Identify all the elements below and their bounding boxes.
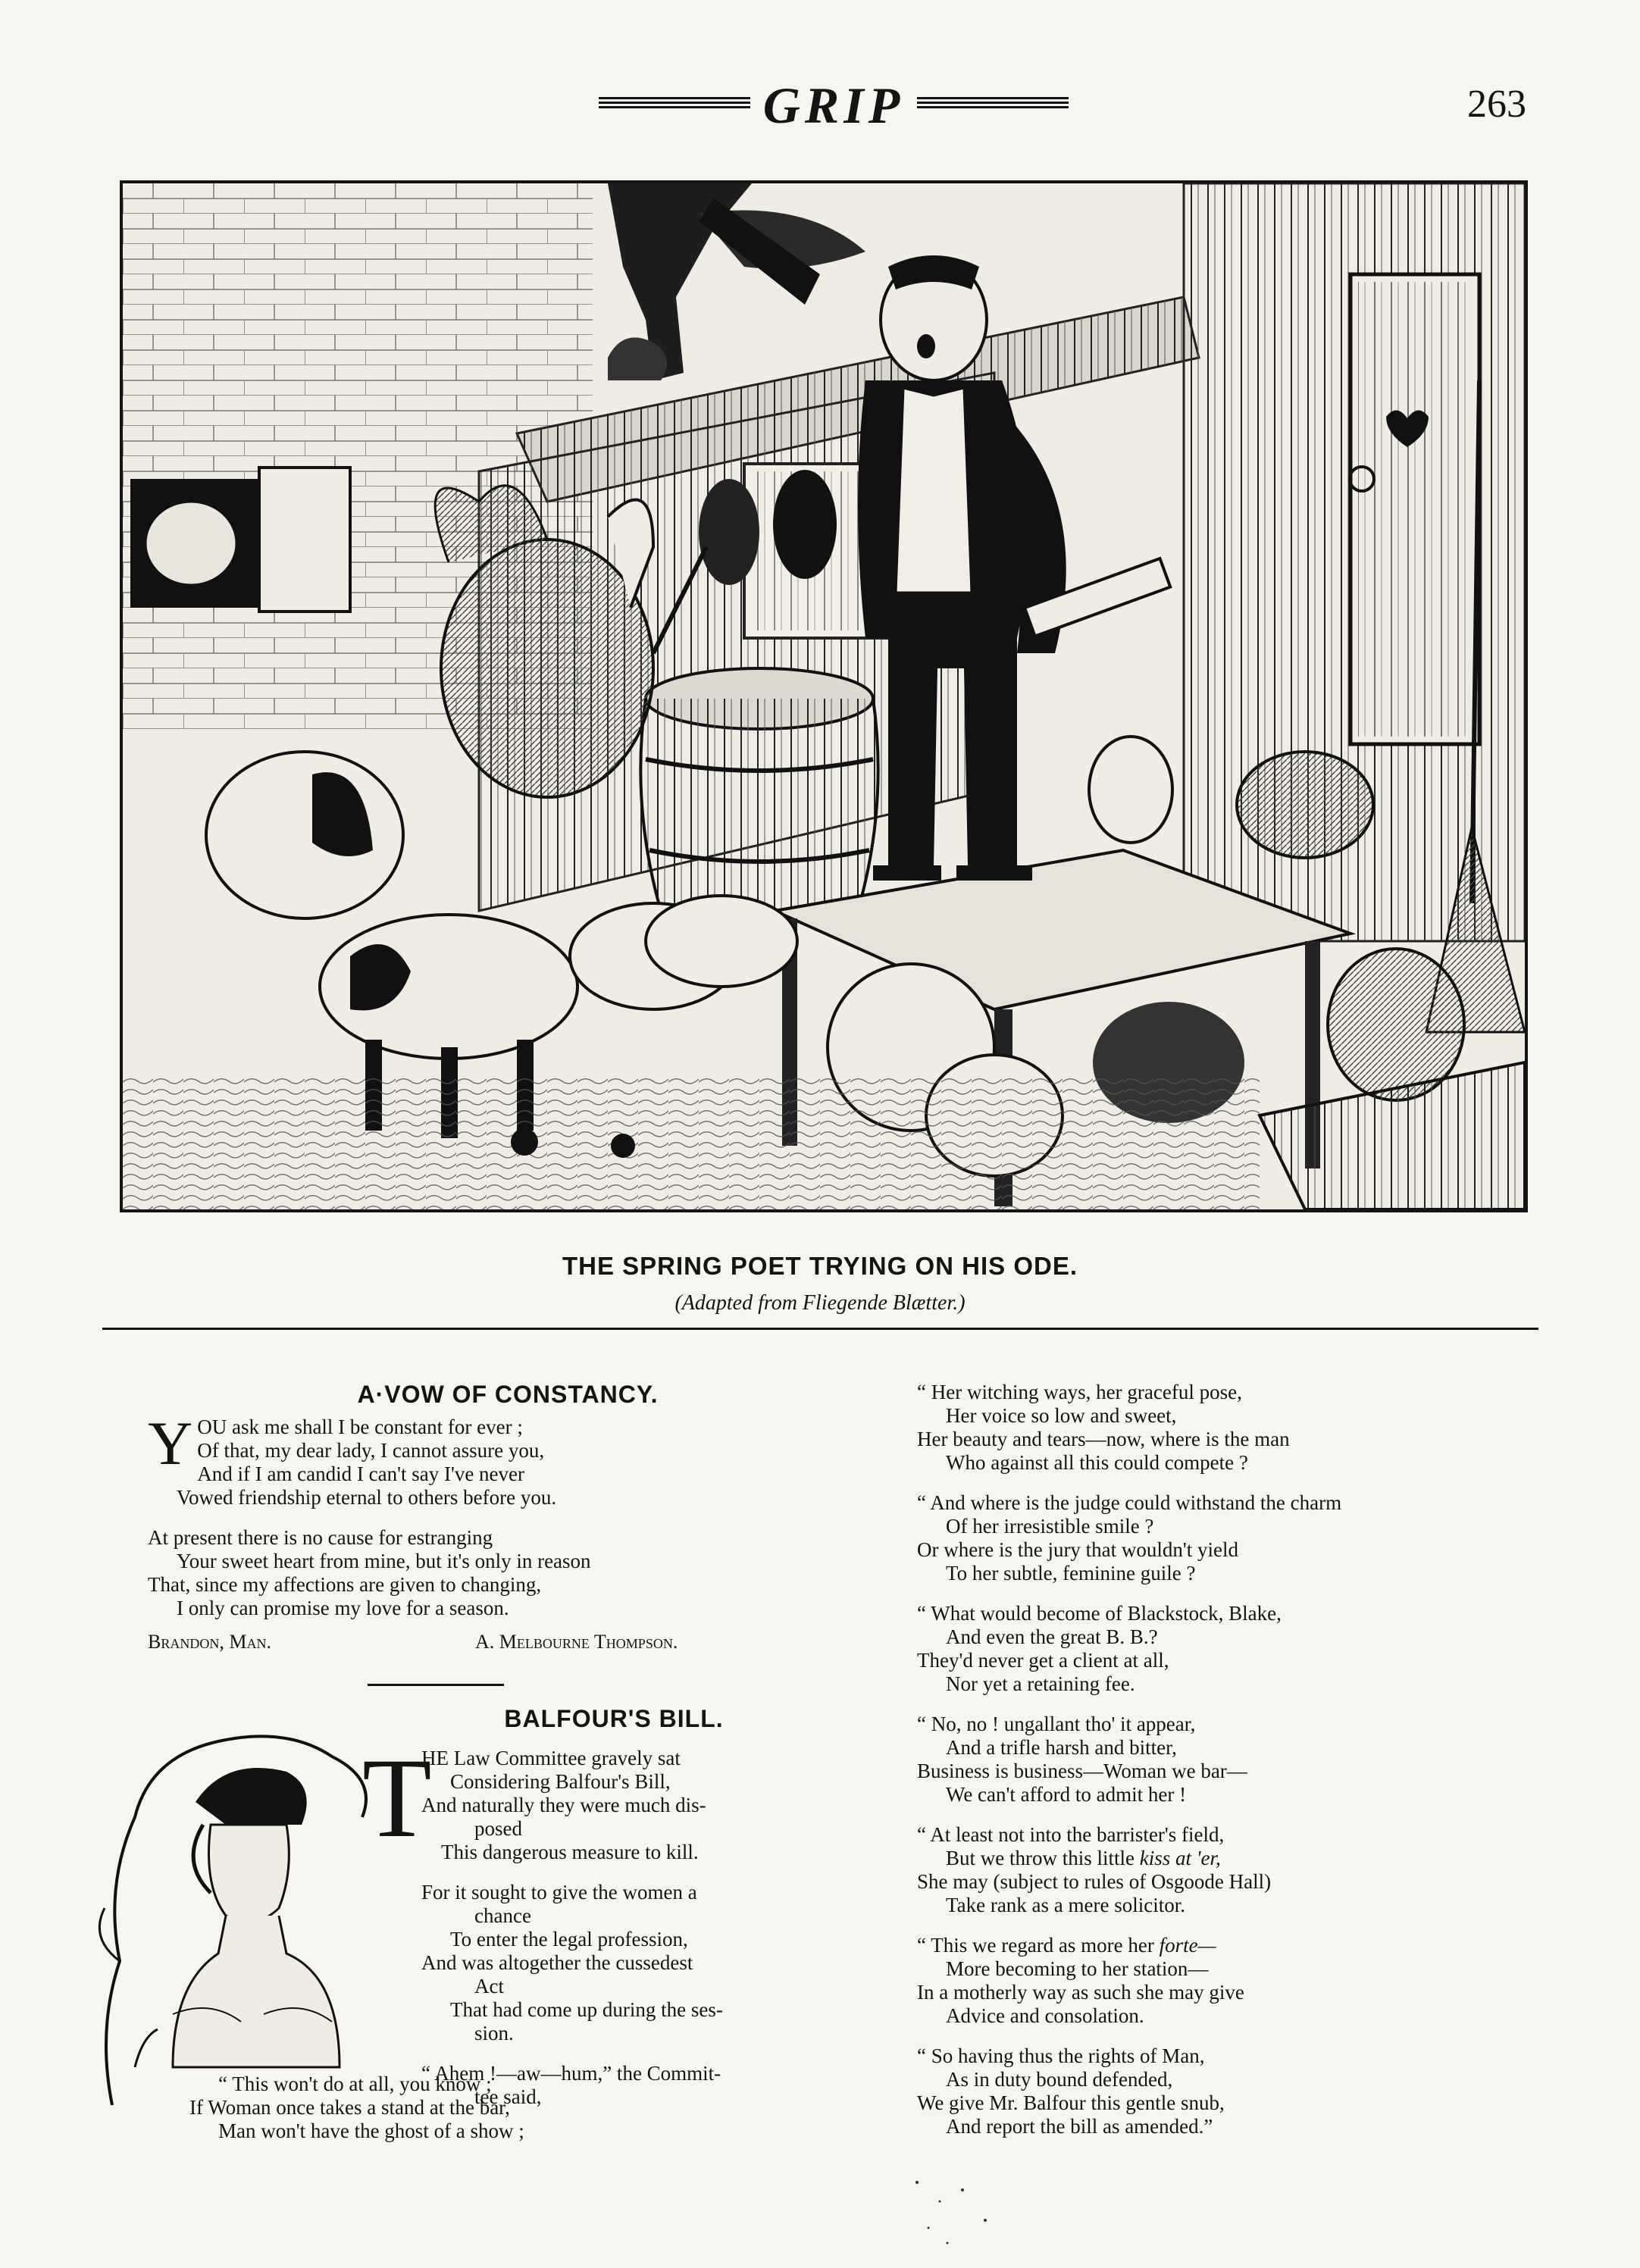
vow-author: A. Melbourne Thompson.: [475, 1631, 678, 1653]
poem-line: Man won't have the ghost of a show ;: [218, 2119, 524, 2142]
poem-line: And even the great B. B.?: [946, 1625, 1158, 1648]
poem-line: Considering Balfour's Bill,: [450, 1770, 671, 1793]
poem-line: “ Her witching ways, her graceful pose,: [917, 1381, 1242, 1403]
poem-line: Of that, my dear lady, I cannot assure you,: [197, 1439, 545, 1462]
poem-line: “ And where is the judge could withstand the charm: [917, 1491, 1342, 1514]
poem-line: At present there is no cause for estranging: [148, 1526, 493, 1549]
poem-line: [917, 1934, 1538, 1957]
poem-line: And was altogether the cussedest: [421, 1951, 693, 1974]
poem-line: As in duty bound defended,: [946, 2068, 1173, 2091]
poem-line: We give Mr. Balfour this gentle snub,: [917, 2091, 1225, 2114]
poem-line: Advice and consolation.: [946, 2004, 1144, 2027]
caption-credit: (Adapted from Fliegende Blætter.): [674, 1291, 966, 1315]
vow-place: Brandon, Man.: [148, 1631, 271, 1653]
poem-line: sion.: [474, 2022, 514, 2044]
poem-line: This dangerous measure to kill.: [441, 1841, 699, 1863]
poem-line: And a trifle harsh and bitter,: [946, 1736, 1177, 1759]
right-stanza-2: [917, 1491, 1538, 1585]
kiss-phrase: kiss at 'er,: [1139, 1847, 1221, 1869]
poem-line: I only can promise my love for a season.: [177, 1597, 509, 1619]
poem-line: Your sweet heart from mine, but it's only in reason: [177, 1550, 591, 1572]
poem-line: We can't afford to admit her !: [946, 1783, 1187, 1806]
balfour-dropcap: T: [362, 1735, 432, 1861]
poem-line: “ What would become of Blackstock, Blake,: [917, 1602, 1282, 1625]
right-stanza-7: [917, 2044, 1538, 2138]
poem-line: “ So having thus the rights of Man,: [917, 2044, 1205, 2067]
poem-line: chance: [474, 1904, 531, 1927]
balfour-heading: BALFOUR'S BILL.: [504, 1705, 724, 1732]
poem-line: And if I am candid I can't say I've never: [197, 1462, 525, 1485]
poem-line: “ Ahem !—aw—hum,” the Commit-: [421, 2062, 721, 2085]
illustration-drawing: [123, 183, 1525, 1209]
poem-line: Nor yet a retaining fee.: [946, 1672, 1135, 1695]
poem-line: “ This won't do at all, you know ;: [218, 2072, 492, 2095]
poem-line: [917, 1847, 1538, 1870]
masthead: [599, 74, 1069, 135]
right-stanza-4: [917, 1713, 1538, 1807]
balfour-stanza-1: [421, 1747, 815, 1864]
right-stanza-1: [917, 1381, 1538, 1475]
poem-line: tee said,: [474, 2085, 542, 2108]
masthead-title: GRIP: [762, 77, 905, 134]
poem-line: Who against all this could compete ?: [946, 1451, 1248, 1474]
page-number: 263: [1467, 83, 1526, 126]
poem-line: Act: [474, 1975, 504, 1997]
balfour-stanza-3-continued: [189, 2072, 720, 2143]
poem-line: And report the bill as amended.”: [946, 2115, 1213, 2138]
vow-poem: [148, 1409, 868, 1637]
poem-line: Of her irresistible smile ?: [946, 1515, 1154, 1538]
poem-line: Business is business—Woman we bar—: [917, 1760, 1247, 1782]
poem-line-text: “ This we regard as more her: [917, 1934, 1160, 1957]
balfour-stanza-2: [421, 1881, 815, 2045]
right-stanza-3: [917, 1602, 1538, 1696]
vow-stanza-2: [148, 1526, 868, 1620]
vow-signature: [148, 1631, 822, 1653]
section-rule: [368, 1684, 504, 1686]
poem-line: That had come up during the ses-: [450, 1998, 723, 2021]
poem-line: That, since my affections are given to changing,: [148, 1573, 542, 1596]
poem-line: And naturally they were much dis-: [421, 1794, 706, 1816]
poem-line: OU ask me shall I be constant for ever ;: [197, 1416, 523, 1438]
vow-stanza-1: [148, 1409, 868, 1509]
poem-line: Or where is the jury that wouldn't yield: [917, 1538, 1239, 1561]
vow-heading: A·VOW OF CONSTANCY.: [357, 1381, 659, 1408]
masthead-rule-right: [917, 97, 1069, 111]
caption-title: THE SPRING POET TRYING ON HIS ODE.: [562, 1252, 1078, 1280]
divider-rule: [102, 1328, 1538, 1330]
balfour-right-column: [917, 1381, 1538, 2155]
balfour-poem: [421, 1747, 815, 2126]
right-stanza-5: [917, 1823, 1538, 1917]
poem-line: Her beauty and tears—now, where is the man: [917, 1428, 1290, 1450]
poem-line: “ No, no ! ungallant tho' it appear,: [917, 1713, 1196, 1735]
poem-line: For it sought to give the women a: [421, 1881, 697, 1904]
masthead-rule-left: [599, 97, 750, 111]
poem-line: More becoming to her station—: [946, 1957, 1209, 1980]
poem-line: If Woman once takes a stand at the bar,: [189, 2096, 510, 2119]
poem-line: HE Law Committee gravely sat: [421, 1747, 681, 1769]
poem-line: They'd never get a client at all,: [917, 1649, 1169, 1672]
poem-line: posed: [474, 1817, 522, 1840]
poem-line: To her subtle, feminine guile ?: [946, 1562, 1196, 1584]
poem-line: To enter the legal profession,: [450, 1928, 688, 1950]
speckle-drawing: [902, 2167, 1038, 2258]
illustration-spring-poet: [120, 180, 1528, 1212]
right-stanza-6: [917, 1934, 1538, 2028]
print-speckle-marks: [902, 2167, 1038, 2258]
poem-line: In a motherly way as such she may give: [917, 1981, 1244, 2004]
poem-line: Take rank as a mere solicitor.: [946, 1894, 1185, 1916]
poem-line: Her voice so low and sweet,: [946, 1404, 1177, 1427]
poem-line: Vowed friendship eternal to others before you.: [177, 1486, 557, 1509]
poem-line: “ At least not into the barrister's field,: [917, 1823, 1225, 1846]
forte-word: forte—: [1159, 1934, 1216, 1957]
vow-dropcap: Y: [148, 1409, 193, 1478]
poem-line: She may (subject to rules of Osgoode Hall): [917, 1870, 1272, 1893]
poem-line-text: But we throw this little: [946, 1847, 1140, 1869]
